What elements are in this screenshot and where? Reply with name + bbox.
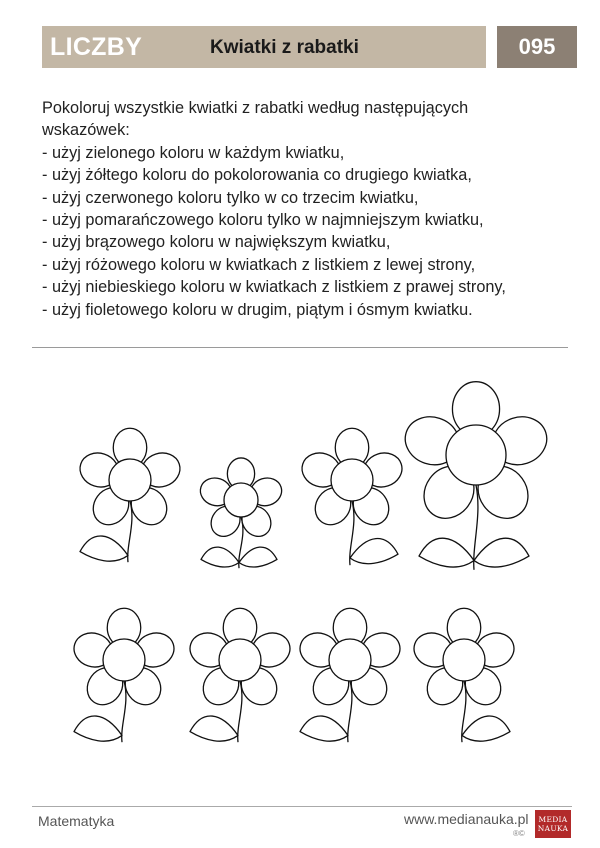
flower-3 xyxy=(298,428,407,565)
rule-item: - użyj żółtego koloru do pokolorowania co drugiego kwiatka, xyxy=(42,166,472,185)
rule-item: - użyj fioletowego koloru w drugim, piątym i ósmym kwiatku. xyxy=(42,300,473,319)
flower-center xyxy=(329,639,371,681)
publisher-logo xyxy=(535,810,571,838)
leaf-left xyxy=(74,716,122,741)
flower-center xyxy=(331,459,373,501)
flower-stem xyxy=(128,501,132,562)
footer-rights: ®© xyxy=(513,829,525,838)
flower-stem xyxy=(348,681,352,742)
publisher-logo-line-2: NAUKA xyxy=(537,824,569,833)
page-title: Kwiatki z rabatki xyxy=(210,37,359,58)
leaf-right xyxy=(474,538,529,567)
flower-center xyxy=(219,639,261,681)
rule-item: - użyj niebieskiego koloru w kwiatkach z listkiem z prawej strony, xyxy=(42,278,506,297)
publisher-logo-line-1: MEDIA xyxy=(538,815,568,824)
rule-item: - użyj pomarańczowego koloru tylko w najmniejszym kwiatku, xyxy=(42,211,484,230)
flower-center xyxy=(443,639,485,681)
flower-6 xyxy=(186,608,295,742)
flower-5 xyxy=(70,608,179,742)
flower-7 xyxy=(296,608,405,742)
leaf-right xyxy=(350,539,398,564)
flower-8 xyxy=(410,608,519,742)
flower-center xyxy=(109,459,151,501)
flower-1 xyxy=(76,428,185,562)
footer-divider xyxy=(32,806,572,807)
page-number-badge: 095 xyxy=(497,26,577,68)
flower-center xyxy=(103,639,145,681)
footer-website: www.medianauka.pl xyxy=(404,811,529,827)
leaf-left xyxy=(80,536,128,561)
instructions-intro-line-2: wskazówek: xyxy=(42,121,130,140)
rule-item: - użyj zielonego koloru w każdym kwiatku, xyxy=(42,143,345,162)
leaf-right xyxy=(239,547,277,567)
flower-stem xyxy=(238,681,242,742)
leaf-left xyxy=(201,547,239,567)
rule-item: - użyj czerwonego koloru tylko w co trzecim kwiatku, xyxy=(42,188,419,207)
section-label: LICZBY xyxy=(50,33,143,61)
leaf-left xyxy=(419,538,474,567)
leaf-left xyxy=(190,716,238,741)
flower-4 xyxy=(399,382,553,570)
footer-subject: Matematyka xyxy=(38,813,115,829)
flower-center xyxy=(224,483,258,517)
rule-item: - użyj brązowego koloru w największym kwiatku, xyxy=(42,233,391,252)
leaf-left xyxy=(300,716,348,741)
leaf-right xyxy=(462,716,510,741)
flower-2 xyxy=(197,458,285,568)
rule-item: - użyj różowego koloru w kwiatkach z listkiem z lewej strony, xyxy=(42,255,476,274)
flower-center xyxy=(446,425,506,485)
instructions-intro-line-1: Pokoloruj wszystkie kwiatki z rabatki według następujących xyxy=(42,99,469,117)
flower-stem xyxy=(122,681,126,742)
